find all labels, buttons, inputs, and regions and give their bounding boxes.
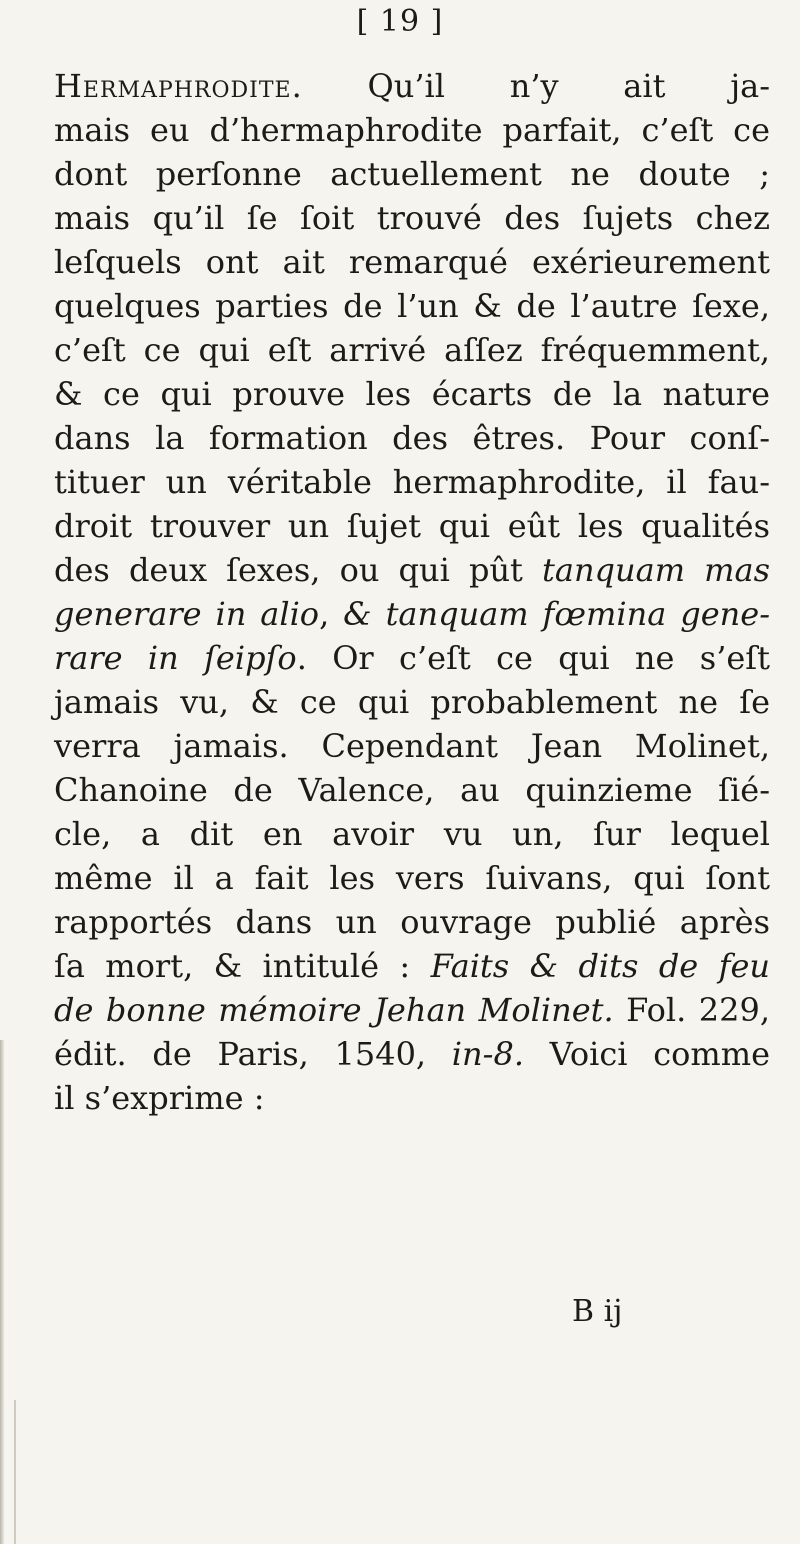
text-line-14 [54, 636, 770, 680]
latin-phrase-4: rare in ſeipſo [54, 639, 297, 677]
text-line-13-comma: , [319, 595, 344, 633]
page-edge-line [14, 1400, 16, 1544]
text-line-3: dont perſonne actuellement ne doute ; [54, 155, 770, 193]
text-line-18: cle, a dit en avoir vu un, ſur lequel [54, 815, 770, 853]
body-text [54, 64, 770, 1120]
text-line-13 [54, 592, 770, 636]
page-number: [ 19 ] [356, 4, 444, 39]
signature-mark: B ij [572, 1294, 623, 1329]
text-line-17: Chanoine de Valence, au quinzieme ſié- [54, 771, 770, 809]
book-title-part-2: de bonne mémoire Jehan Molinet. [54, 991, 614, 1029]
text-line-9: dans la formation des êtres. Pour conſ- [54, 419, 770, 457]
text-line-16: verra jamais. Cependant Jean Molinet, [54, 727, 770, 765]
text-line-7: c’eſt ce qui eſt arrivé aſſez fréquemment, [54, 331, 770, 369]
text-line-1-rest: Qu’il n’y ait ja- [302, 67, 770, 105]
latin-phrase-3: & tanquam fœmina gene- [343, 595, 771, 633]
text-line-6: quelques parties de l’un & de l’autre ſexe, [54, 287, 770, 325]
latin-phrase-1: tanquam mas [542, 551, 770, 589]
text-line-14-plain: . Or c’eſt ce qui ne s’eſt [296, 639, 771, 677]
edition-reference: édit. de Paris, 1540, [54, 1035, 452, 1073]
text-line-5: leſquels ont ait remarqué exérieurement [54, 243, 770, 281]
text-line-23 [54, 1032, 770, 1076]
section-heading-word: Hermaphrodite. [54, 67, 303, 105]
text-line-10: tituer un véritable hermaphrodite, il fau- [54, 463, 770, 501]
text-line-21 [54, 944, 770, 988]
text-line-12 [54, 548, 770, 592]
text-line-22 [54, 988, 770, 1032]
text-line-12-plain: des deux ſexes, ou qui pût [54, 551, 542, 589]
latin-phrase-2: generare in alio [54, 595, 320, 633]
book-title-part-1: Faits & dits de feu [430, 947, 770, 985]
text-line-20: rapportés dans un ouvrage publié après [54, 903, 770, 941]
text-line-2: mais eu d’hermaphrodite parfait, c’eſt ce [54, 111, 770, 149]
text-line-11: droit trouver un ſujet qui eût les qualités [54, 507, 770, 545]
text-line-1 [54, 64, 770, 108]
page-edge-shadow [0, 1040, 4, 1544]
text-line-4: mais qu’il ſe ſoit trouvé des ſujets chez [54, 199, 770, 237]
text-line-19: même il a fait les vers ſuivans, qui ſont [54, 859, 770, 897]
text-line-15: jamais vu, & ce qui probablement ne ſe [54, 683, 770, 721]
format-reference: in-8. [451, 1035, 524, 1073]
text-line-23-end: Voici comme [523, 1035, 771, 1073]
text-line-24: il s’exprime : [54, 1079, 265, 1117]
folio-reference: Fol. 229, [613, 991, 771, 1029]
text-line-21-plain: ſa mort, & intitulé : [54, 947, 431, 985]
text-line-8: & ce qui prouve les écarts de la nature [54, 375, 770, 413]
